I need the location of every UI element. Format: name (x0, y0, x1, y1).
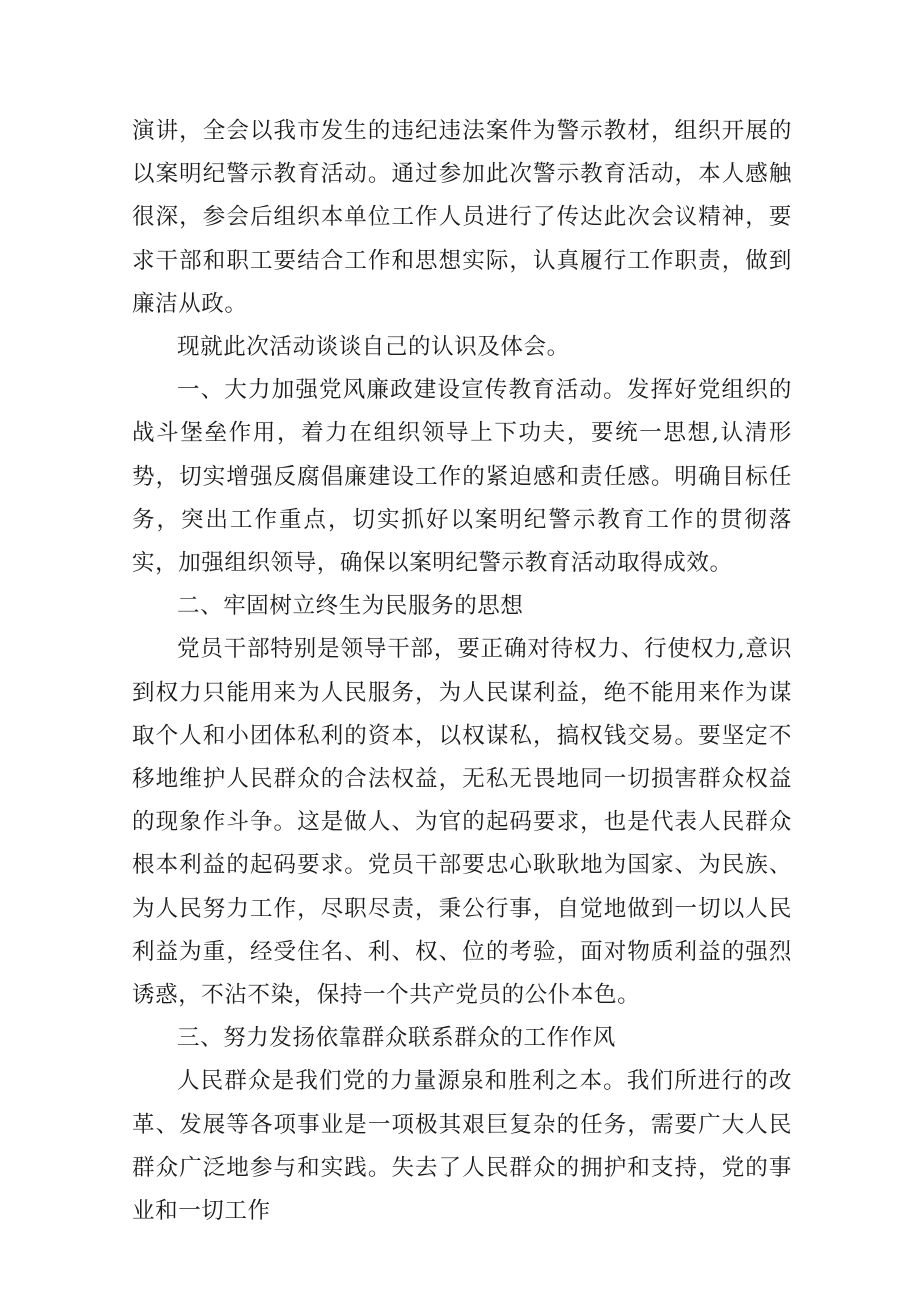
paragraph-section-three: 人民群众是我们党的力量源泉和胜利之本。我们所进行的改革、发展等各项事业是一项极其艰巨复杂的任务，需要广大人民群众广泛地参与和实践。失去了人民群众的拥护和支持，党的事业和一切工作 (132, 1068, 792, 1225)
document-body (132, 110, 792, 1233)
section-heading-two: 二、牢固树立终生为民服务的思想 (177, 593, 524, 620)
paragraph-intro: 演讲，全会以我市发生的违纪违法案件为警示教材，组织开展的以案明纪警示教育活动。通过参加此次警示教育活动，本人感触很深，参会后组织本单位工作人员进行了传达此次会议精神，要求干部和职工要结合工作和思想实际，认真履行工作职责，做到廉洁从政。 (132, 118, 792, 317)
paragraph-section-two: 党员干部特别是领导干部，要正确对待权力、行使权力,意识到权力只能用来为人民服务，为人民谋利益，绝不能用来作为谋取个人和小团体私利的资本，以权谋私，搞权钱交易。要坚定不移地维护人民群众的合法权益，无私无畏地同一切损害群众权益的现象作斗争。这是做人、为官的起码要求，也是代表人民群众根本利益的起码要求。党员干部要忠心耿耿地为国家、为民族、为人民努力工作，尽职尽责，秉公行事，自觉地做到一切以人民利益为重，经受住名、利、权、位的考验，面对物质利益的强烈诱惑，不沾不染，保持一个共产党员的公仆本色。 (132, 636, 792, 1009)
paragraph-section-one: 一、大力加强党风廉政建设宣传教育活动。发挥好党组织的战斗堡垒作用，着力在组织领导上下功夫，要统一思想,认清形势，切实增强反腐倡廉建设工作的紧迫感和责任感。明确目标任务，突出工作重点，切实抓好以案明纪警示教育工作的贯彻落实，加强组织领导，确保以案明纪警示教育活动取得成效。 (132, 377, 792, 577)
paragraph-transition: 现就此次活动谈谈自己的认识及体会。 (177, 334, 570, 361)
section-heading-three: 三、努力发扬依靠群众联系群众的工作作风 (177, 1025, 616, 1052)
